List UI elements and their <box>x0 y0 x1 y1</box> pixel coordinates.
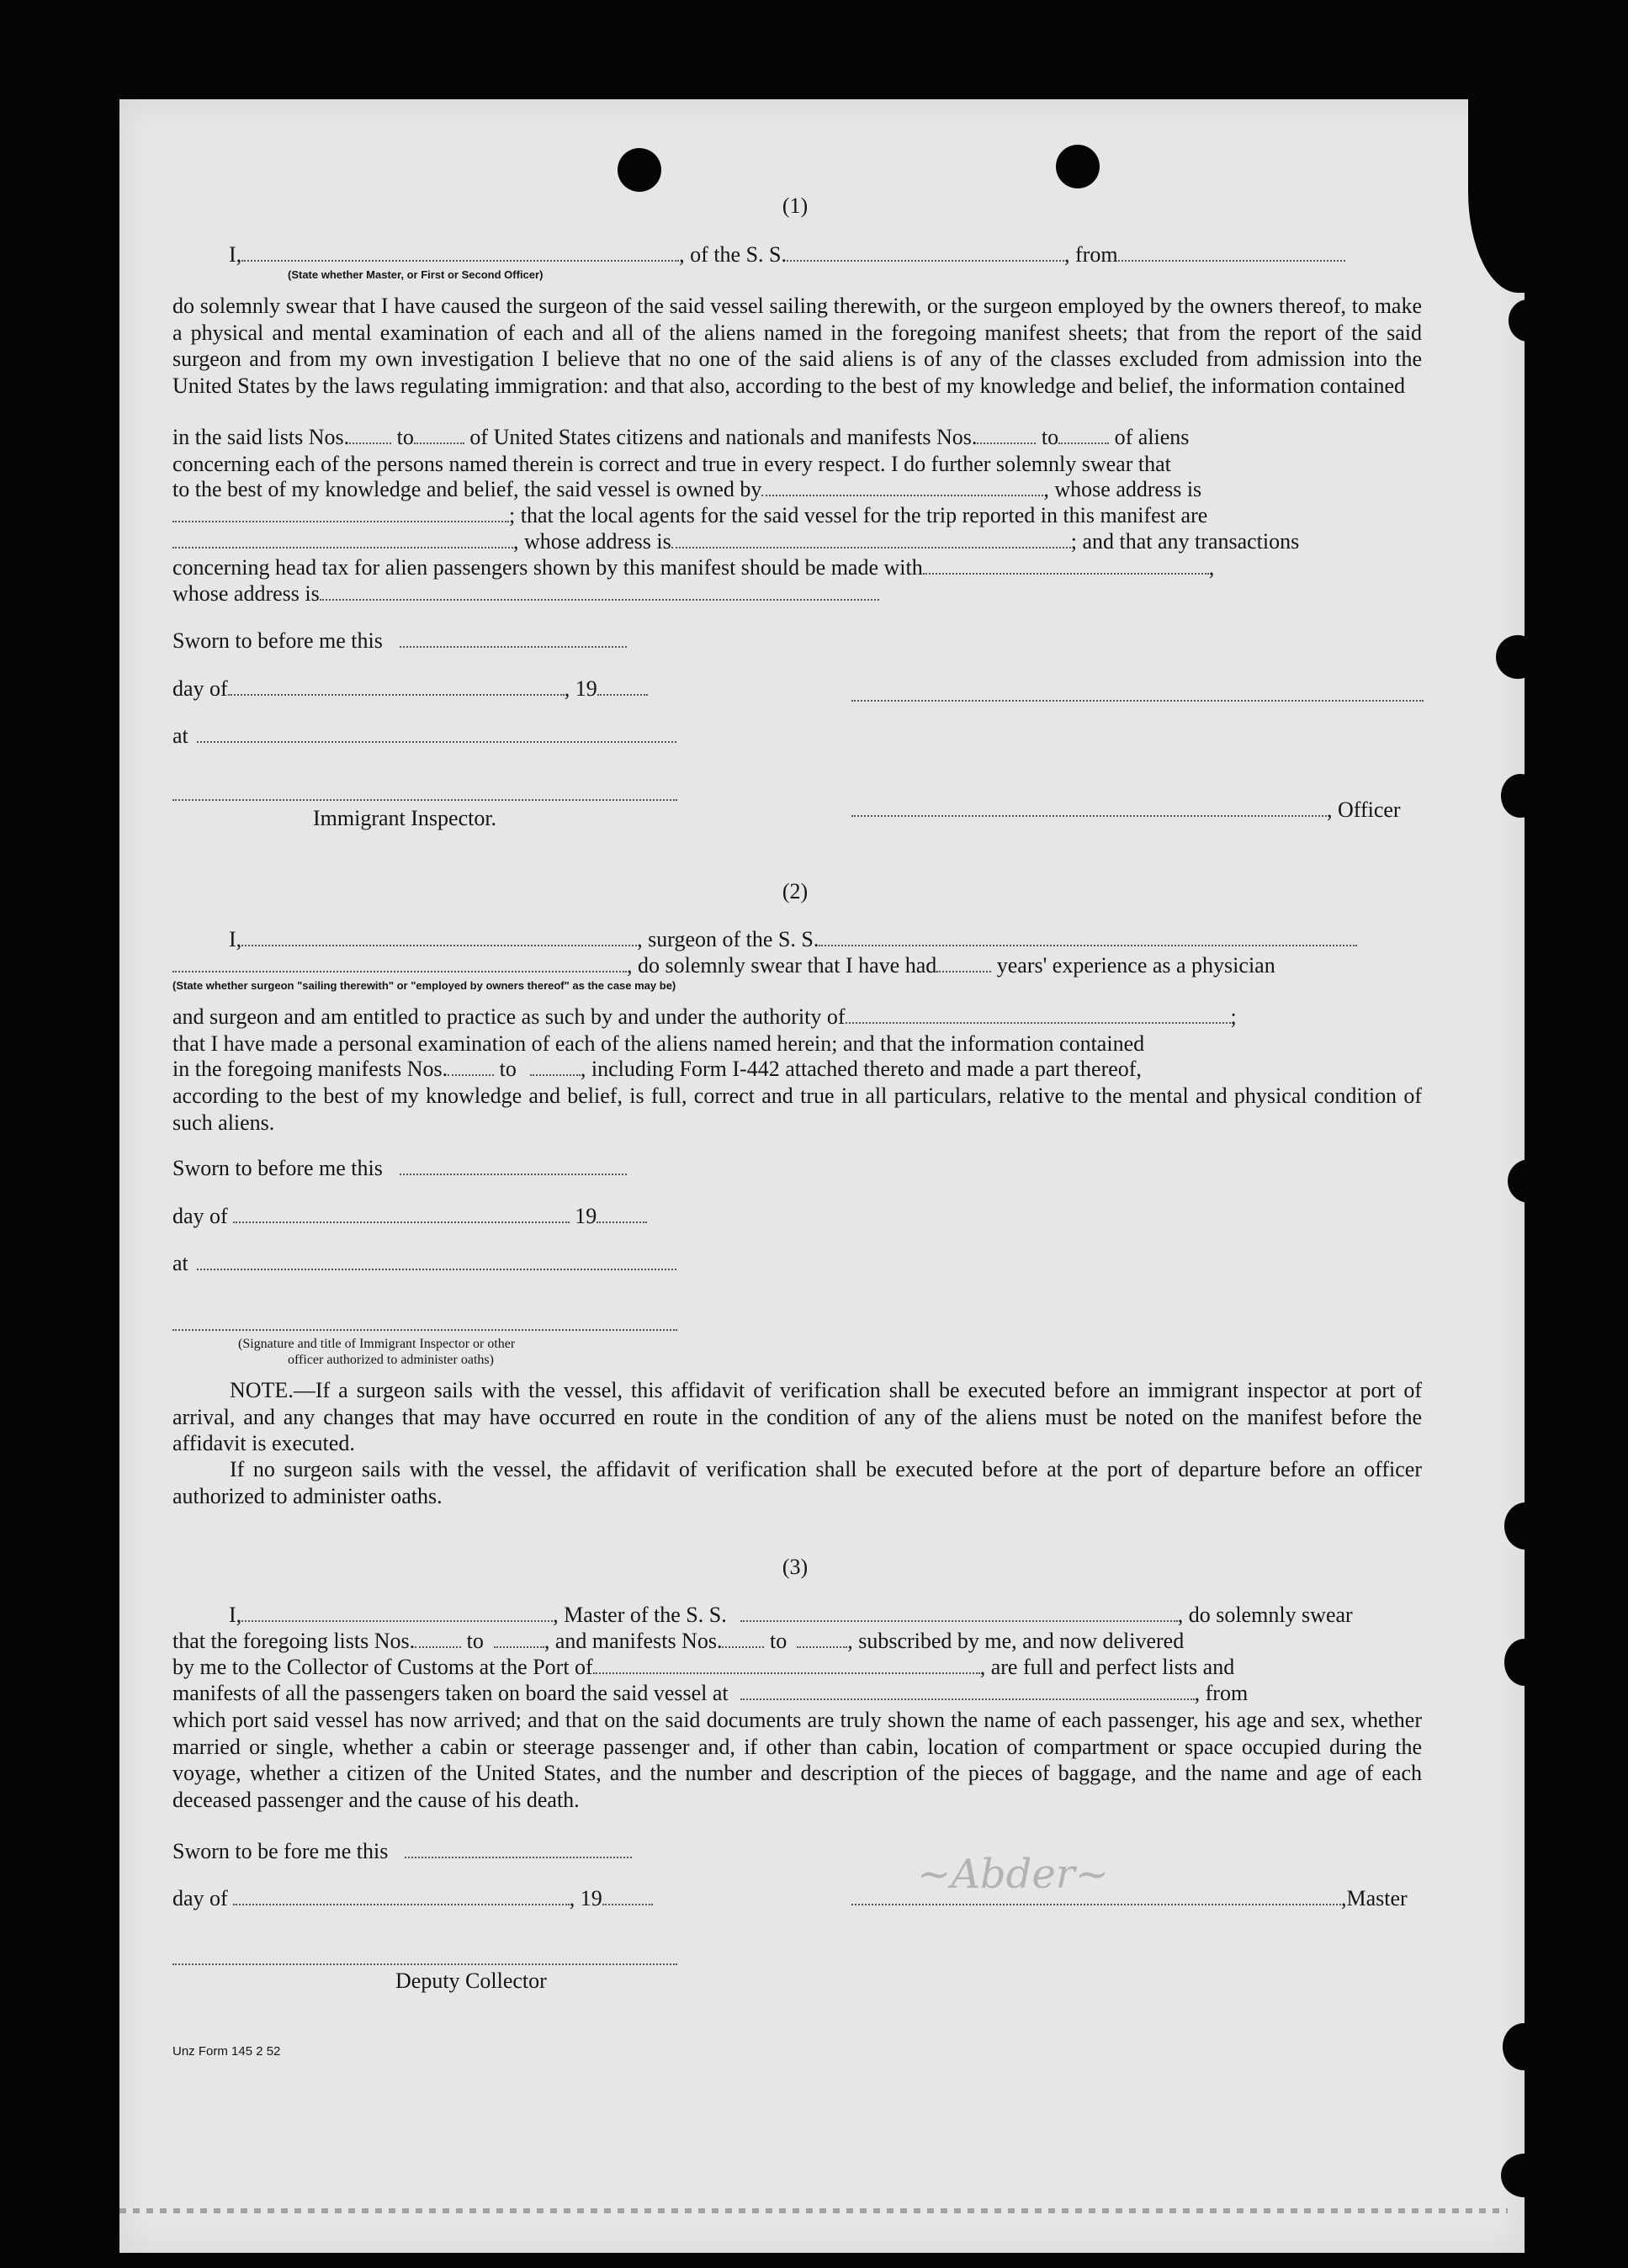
s2-note2: If no surgeon sails with the vessel, the affidavit of verification shall be executed before at the port of departure before an officer authorized to administer oaths. <box>172 1457 1422 1508</box>
s1-officer-sig-line <box>851 700 1424 702</box>
s3-body: which port said vessel has now arrived; and that on the said documents are truly shown the name of each passenger, his age and sex, whether married or single, whether a cabin or steerage passenger and, if other than cabin, location of compartment or space occupied during the voyage, whether a citizen of the United States, and the number and description of the pieces of baggage, and the name and age of each deceased passenger and the cause of his death. <box>172 1708 1422 1812</box>
s3-collector: Deputy Collector <box>395 1969 547 1993</box>
s1-lists-line <box>172 425 1189 450</box>
s2-body: that I have made a personal examination of each of the aliens named herein; and that the information contained <box>172 1031 1145 1056</box>
s2-note1: NOTE.—If a surgeon sails with the vessel, this affidavit of verification shall be executed before an immigrant inspector at port of arrival, and any changes that may have occurred en route in the condition of any of the aliens must be noted on the manifest before the affidavit is executed. <box>172 1378 1422 1455</box>
punch-hole-icon <box>1509 299 1547 342</box>
s3-line2 <box>172 1629 1184 1654</box>
s3-collector-sig-line <box>172 1963 677 1965</box>
s2-at-text: at <box>172 1251 188 1275</box>
s1-lists-e: of aliens <box>1114 425 1190 449</box>
s1-headtax-a: concerning head tax for alien passengers shown by this manifest should be made with <box>172 555 923 580</box>
s1-lists-c: of United States citizens and nationals and manifests Nos. <box>469 425 978 449</box>
s2-manifest-c: , including Form I-442 attached thereto and made a part thereof, <box>580 1057 1142 1081</box>
s2-line2-b: years' experience as a physician <box>996 953 1275 978</box>
s1-address-line <box>172 529 1299 554</box>
s1-address-b: ; and that any transactions <box>1070 529 1300 554</box>
punch-hole-icon <box>1501 774 1540 818</box>
s1-day-of-text: day of <box>172 676 228 701</box>
punch-hole-icon <box>1504 1639 1545 1686</box>
s3-day-of <box>172 1886 653 1911</box>
s2-line1 <box>229 927 1357 952</box>
s1-at-text: at <box>172 723 188 748</box>
punch-hole-icon <box>1503 2023 1545 2070</box>
s2-body2: according to the best of my knowledge and belief, is full, correct and true in all particulars, relative to the mental and physical condition of such aliens. <box>172 1084 1422 1135</box>
s1-headtax-line <box>172 555 1214 580</box>
s3-line3-b: , are full and perfect lists and <box>979 1655 1235 1679</box>
s1-i: I, <box>229 242 242 267</box>
s3-line2-c: , and manifests Nos. <box>544 1629 723 1653</box>
s2-manifest-a: in the foregoing manifests Nos. <box>172 1057 448 1081</box>
punch-hole-icon <box>1506 244 1540 283</box>
s3-sworn-text: Sworn to be fore me this <box>172 1839 389 1863</box>
s2-sworn <box>172 1156 627 1181</box>
s3-line4-a: manifests of all the passengers taken on board the said vessel at <box>172 1681 729 1705</box>
s3-master-text: ,Master <box>1341 1886 1408 1910</box>
s1-at <box>172 723 676 749</box>
s2-sworn-text: Sworn to before me this <box>172 1156 383 1180</box>
s3-line2-d: to <box>769 1629 787 1653</box>
s1-owned-a: to the best of my knowledge and belief, the said vessel is owned by <box>172 477 762 501</box>
punch-hole-icon <box>1496 635 1540 679</box>
s1-agents-a: ; that the local agents for the said vessel for the trip reported in this manifest are <box>509 503 1208 527</box>
punch-hole-icon <box>1508 1159 1551 1203</box>
s1-sworn-text: Sworn to before me this <box>172 628 383 653</box>
s2-hint: (State whether surgeon "sailing therewith" or "employed by owners thereof" as the case may be) <box>172 979 676 992</box>
s3-line2-e: , subscribed by me, and now delivered <box>847 1629 1185 1653</box>
s3-year: , 19 <box>569 1886 602 1910</box>
s2-line2 <box>172 953 1275 978</box>
s1-inspector: Immigrant Inspector. <box>313 806 497 830</box>
s3-line4 <box>172 1681 1248 1706</box>
s2-i: I, <box>229 927 242 951</box>
s1-body2: concerning each of the persons named therein is correct and true in every respect. I do further solemnly swear that <box>172 452 1171 476</box>
s3-day-of-text: day of <box>172 1886 228 1910</box>
s1-agents-line <box>172 503 1207 528</box>
s3-i: I, <box>229 1603 242 1627</box>
form-number: Unz Form 145 2 52 <box>172 2044 281 2059</box>
scan-edge-artifact <box>119 2208 1508 2213</box>
faint-handwriting-signature: ~Abder~ <box>917 1851 1109 1898</box>
punch-hole-icon <box>1056 145 1100 188</box>
s2-sig-hint1: (Signature and title of Immigrant Inspector or other <box>238 1337 516 1351</box>
s3-line2-a: that the foregoing lists Nos. <box>172 1629 416 1653</box>
section-1-number: (1) <box>782 193 809 218</box>
s1-lists-b: to <box>396 425 414 449</box>
s2-day-of <box>172 1204 647 1229</box>
s3-line3 <box>172 1655 1234 1680</box>
s2-surgeon: , surgeon of the S. S. <box>637 927 819 951</box>
s2-at <box>172 1251 676 1276</box>
s1-headtax-b: , <box>1208 555 1215 580</box>
s2-year: 19 <box>575 1204 597 1228</box>
s3-sworn <box>172 1839 632 1864</box>
s3-line4-b: , from <box>1194 1681 1249 1705</box>
punch-hole-icon <box>1501 2154 1548 2197</box>
s2-authority-a: and surgeon and am entitled to practice as such by and under the authority of <box>172 1004 846 1029</box>
s1-sworn <box>172 628 627 654</box>
s1-hint: (State whether Master, or First or Second Officer) <box>288 268 544 281</box>
s3-master-of: , Master of the S. S. <box>553 1603 727 1627</box>
s3-line1 <box>229 1603 1353 1628</box>
punch-hole-icon <box>618 148 661 192</box>
section-3-number: (3) <box>782 1555 809 1579</box>
punch-hole-icon <box>1504 1502 1546 1550</box>
s2-day-of-text: day of <box>172 1204 228 1228</box>
s1-of-ss: , of the S. S. <box>679 242 787 267</box>
s1-address-a: , whose address is <box>513 529 671 554</box>
s3-line3-a: by me to the Collector of Customs at the Port of <box>172 1655 593 1679</box>
s2-line2-a: , do solemnly swear that I have had <box>627 953 937 978</box>
section-2-number: (2) <box>782 879 809 903</box>
s1-owned-line <box>172 477 1201 502</box>
s1-owned-b: , whose address is <box>1043 477 1202 501</box>
s1-officer <box>851 798 1401 823</box>
s2-manifest-b: to <box>499 1057 517 1081</box>
s1-lists-d: to <box>1041 425 1059 449</box>
s1-line1 <box>229 242 1345 268</box>
s2-manifest-line <box>172 1057 1142 1082</box>
s1-whose-a: whose address is <box>172 581 320 606</box>
s1-day-of <box>172 676 648 702</box>
s2-authority-line <box>172 1004 1237 1030</box>
s1-body: do solemnly swear that I have caused the surgeon of the said vessel sailing therewith, or the surgeon employed by the owners thereof, to make a physical and mental examination of each and all of the aliens named in the foregoing manifest sheets; that from the report of the said surgeon and from my own investigation I believe that no one of the said aliens is of any of the classes excluded from admission into the United States by the laws regulating immigration: and that also, according to the best of my knowledge and belief, the information contained <box>172 294 1422 398</box>
s2-sig-hint2: officer authorized to administer oaths) <box>288 1353 494 1367</box>
s1-year: , 19 <box>564 676 597 701</box>
s1-inspector-sig-line <box>172 799 677 801</box>
s1-lists-a: in the said lists Nos. <box>172 425 350 449</box>
s3-line2-b: to <box>466 1629 484 1653</box>
s1-whose-line <box>172 581 879 607</box>
s3-swear: , do solemnly swear <box>1177 1603 1353 1627</box>
s2-sig-line <box>172 1329 677 1331</box>
s1-officer-text: , Officer <box>1327 798 1401 822</box>
s2-authority-b: ; <box>1230 1004 1237 1029</box>
s1-from: , from <box>1064 242 1118 267</box>
